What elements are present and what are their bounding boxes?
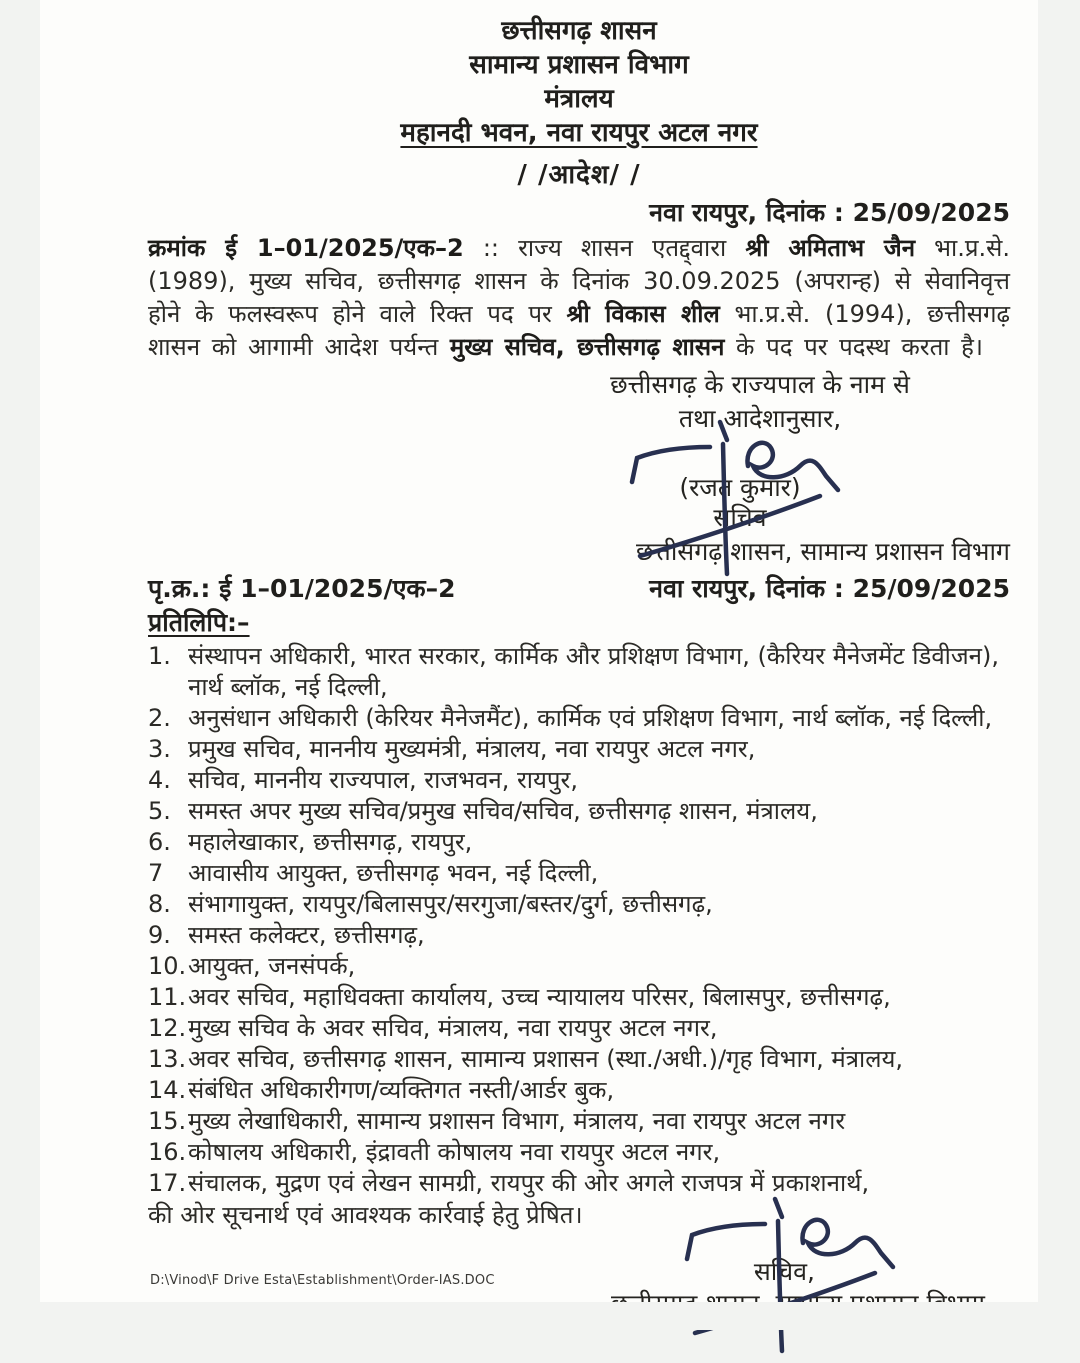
authority-line-2: तथा आदेशानुसार, (678, 404, 842, 433)
list-item (148, 827, 1010, 858)
list-item (148, 796, 1010, 827)
letterhead (148, 14, 1010, 192)
item-text: महालेखाकार, छत्तीसगढ़, रायपुर, (188, 828, 473, 856)
signatory-title: सचिव (713, 503, 767, 532)
item-text: संबंधित अधिकारीगण/व्यक्तिगत नस्ती/आर्डर बुक, (188, 1076, 615, 1104)
department-name: सामान्य प्रशासन विभाग (469, 50, 689, 80)
item-text: आवासीय आयुक्त, छत्तीसगढ़ भवन, नई दिल्ली, (188, 859, 599, 887)
item-number: 7 (148, 859, 164, 887)
list-item (148, 1168, 1010, 1199)
item-text: अनुसंधान अधिकारी (केरियर मैनेजमैंट), कार्मिक एवं प्रशिक्षण विभाग, नार्थ ब्लॉक, नई दिल्ली, (188, 704, 993, 732)
item-text: संस्थापन अधिकारी, भारत सरकार, कार्मिक और प्रशिक्षण विभाग, (कैरियर मैनेजमेंट डिवीजन), नार्थ ब्लॉक, नई दिल्ली, (188, 642, 999, 701)
list-item (148, 703, 1010, 734)
list-item (148, 1075, 1010, 1106)
item-number: 14. (148, 1076, 187, 1104)
item-text: अवर सचिव, छत्तीसगढ़ शासन, सामान्य प्रशासन (स्था./अधी.)/गृह विभाग, मंत्रालय, (188, 1045, 904, 1073)
body-text-segment: :: राज्य शासन एतद्द्वारा (463, 234, 746, 262)
ministry-name: मंत्रालय (544, 84, 614, 114)
list-item (148, 889, 1010, 920)
item-number: 4. (148, 766, 171, 794)
list-item (148, 982, 1010, 1013)
endorsement-number: पृ.क्र.: ई 1–01/2025/एक–2 (148, 574, 456, 603)
post-name: मुख्य सचिव, छत्तीसगढ़ शासन (449, 333, 725, 361)
copy-distribution-list (148, 641, 1010, 1199)
item-text: संभागायुक्त, रायपुर/बिलासपुर/सरगुजा/बस्तर/दुर्ग, छत्तीसगढ़, (188, 890, 713, 918)
endorsement-ref-row (148, 572, 1010, 606)
item-text: कोषालय अधिकारी, इंद्रावती कोषालय नवा रायपुर अटल नगर, (188, 1138, 721, 1166)
footer-signatory-title: सचिव, (753, 1257, 815, 1286)
body-text-segment: भा.प्र.से. (1989), मुख्य सचिव, छत्तीसगढ़ शासन के दिनांक 30.09.2025 (अपरान्ह) से सेवानिवृत्त होने के फलस्वरूप होने वाले रिक्त पद पर (148, 234, 1011, 328)
item-number: 16. (148, 1138, 187, 1166)
document-file-path: D:\Vinod\F Drive Esta\Establishment\Order-IAS.DOC (150, 1273, 495, 1288)
scan-edge-bottom (0, 1302, 1080, 1330)
item-number: 13. (148, 1045, 187, 1073)
item-text: समस्त कलेक्टर, छत्तीसगढ़, (188, 921, 425, 949)
item-text: अवर सचिव, महाधिवक्ता कार्यालय, उच्च न्यायालय परिसर, बिलासपुर, छत्तीसगढ़, (188, 983, 891, 1011)
item-text: संचालक, मुद्रण एवं लेखन सामग्री, रायपुर की ओर अगले राजपत्र में प्रकाशनार्थ, (188, 1169, 870, 1197)
item-number: 10. (148, 952, 187, 980)
order-title: / /आदेश/ / (517, 160, 641, 190)
body-text-segment: के पद पर पदस्थ करता है। (724, 333, 983, 361)
item-number: 2. (148, 704, 171, 732)
item-number: 11. (148, 983, 187, 1011)
signatory-name: (रजत कुमार) (679, 473, 801, 502)
list-item (148, 641, 1010, 703)
list-item (148, 765, 1010, 796)
list-item (148, 1106, 1010, 1137)
item-text: मुख्य लेखाधिकारी, सामान्य प्रशासन विभाग, मंत्रालय, नवा रायपुर अटल नगर (188, 1107, 846, 1135)
list-item (148, 734, 1010, 765)
dateline-top: नवा रायपुर, दिनांक : 25/09/2025 (649, 198, 1010, 227)
closing-line: की ओर सूचनार्थ एवं आवश्यक कार्रवाई हेतु प्रेषित। (148, 1201, 583, 1229)
list-item (148, 1013, 1010, 1044)
item-number: 1. (148, 642, 171, 670)
list-item (148, 1137, 1010, 1168)
order-body-paragraph (148, 232, 1010, 364)
signatory-department: छत्तीसगढ़ शासन, सामान्य प्रशासन विभाग (636, 537, 1010, 566)
item-text: सचिव, माननीय राज्यपाल, राजभवन, रायपुर, (188, 766, 578, 794)
list-item (148, 920, 1010, 951)
scan-edge-left (0, 0, 40, 1330)
item-number: 17. (148, 1169, 187, 1197)
incoming-officer-name: श्री विकास शील (566, 300, 720, 328)
item-number: 15. (148, 1107, 187, 1135)
item-number: 8. (148, 890, 171, 918)
list-item (148, 951, 1010, 982)
address-line: महानदी भवन, नवा रायपुर अटल नगर (400, 118, 758, 148)
item-text: मुख्य सचिव के अवर सचिव, मंत्रालय, नवा रायपुर अटल नगर, (188, 1014, 718, 1042)
outgoing-officer-name: श्री अमिताभ जैन (745, 234, 916, 262)
govt-name: छत्तीसगढ़ शासन (501, 16, 657, 46)
item-number: 5. (148, 797, 171, 825)
dateline-endorsement: नवा रायपुर, दिनांक : 25/09/2025 (649, 574, 1010, 603)
item-text: समस्त अपर मुख्य सचिव/प्रमुख सचिव/सचिव, छत्तीसगढ़ शासन, मंत्रालय, (188, 797, 818, 825)
item-text: आयुक्त, जनसंपर्क, (188, 952, 356, 980)
authority-line-1: छत्तीसगढ़ के राज्यपाल के नाम से (610, 370, 910, 399)
item-number: 9. (148, 921, 171, 949)
copy-to-heading: प्रतिलिपि:– (148, 608, 250, 637)
list-item (148, 858, 1010, 889)
authority-statement (540, 368, 980, 436)
list-item (148, 1044, 1010, 1075)
item-number: 3. (148, 735, 171, 763)
item-text: प्रमुख सचिव, माननीय मुख्यमंत्री, मंत्रालय, नवा रायपुर अटल नगर, (188, 735, 756, 763)
scan-edge-right (1038, 0, 1080, 1330)
order-number: क्रमांक ई 1–01/2025/एक–2 (148, 234, 464, 262)
signature-block-1 (580, 472, 900, 533)
document-paper (40, 0, 1038, 1302)
body-text-segment: भा.प्र.से. (1994), छत्तीसगढ़ शासन को आगामी आदेश पर्यन्त (148, 300, 1010, 361)
item-number: 12. (148, 1014, 187, 1042)
item-number: 6. (148, 828, 171, 856)
